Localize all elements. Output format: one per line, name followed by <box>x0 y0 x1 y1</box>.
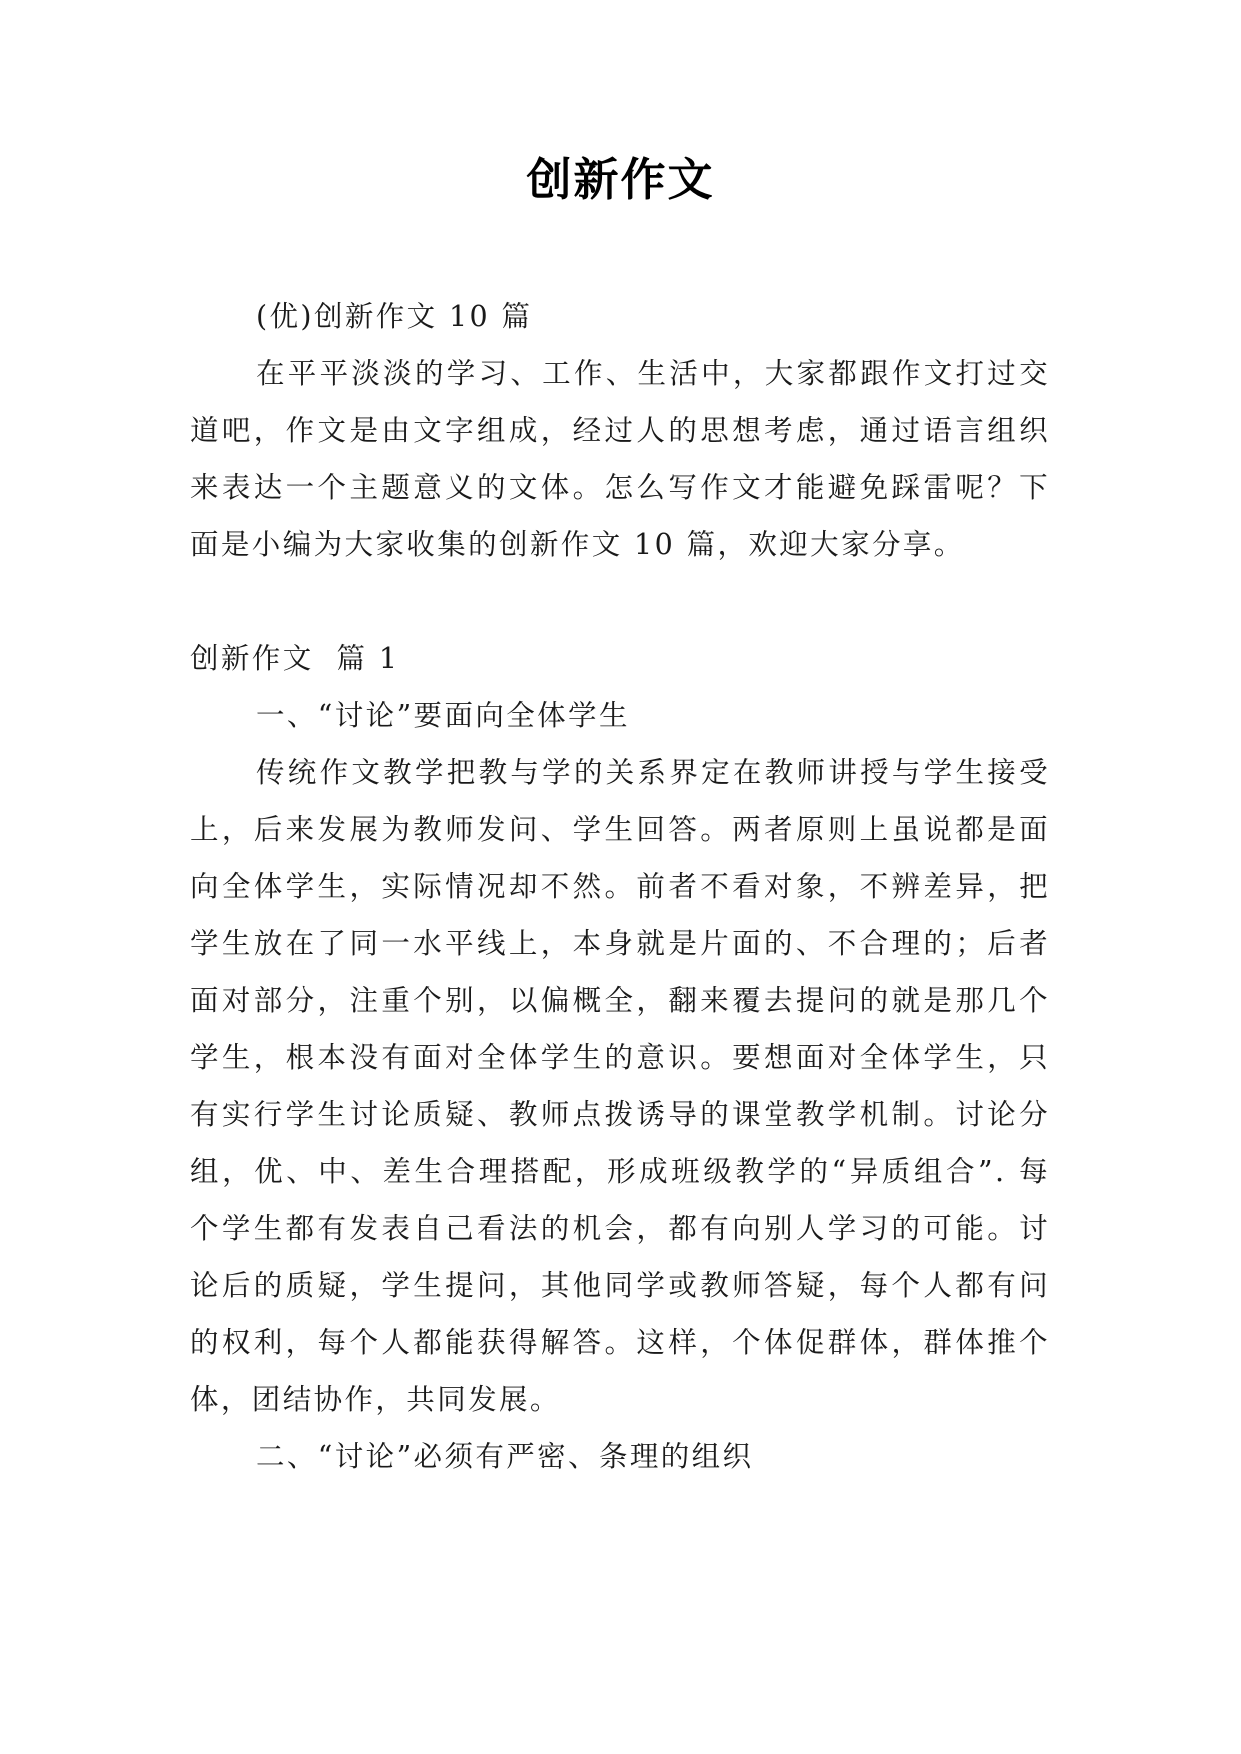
document-title: 创新作文 <box>526 153 715 206</box>
paragraph-gap <box>190 573 1050 630</box>
section-heading: 创新作文 篇 1 <box>190 642 400 675</box>
subtitle: (优)创新作文 10 篇 <box>256 300 533 333</box>
point1-paragraph: 传统作文教学把教与学的关系界定在教师讲授与学生接受上，后来发展为教师发问、学生回答。两者原则上虽说都是面向全体学生，实际情况却不然。前者不看对象，不辨差异，把学生放在了同一水平线上，本身就是片面的、不合理的；后者面对部分，注重个别，以偏概全，翻来覆去提问的就是那几个学生，根本没有面对全体学生的意识。要想面对全体学生，只有实行学生讨论质疑、教师点拨诱导的课堂教学机制。讨论分组，优、中、差生合理搭配，形成班级教学的“异质组合”. 每个学生都有发表自己看法的机会，都有向别人学习的可能。讨论后的质疑，学生提问，其他同学或教师答疑，每个人都有问的权利，每个人都能获得解答。这样，个体促群体，群体推个体，团结协作，共同发展。 <box>190 756 1050 1416</box>
point2-heading: 二、“讨论”必须有严密、条理的组织 <box>256 1440 754 1473</box>
document-body <box>190 288 1050 1485</box>
intro-paragraph: 在平平淡淡的学习、工作、生活中，大家都跟作文打过交道吧，作文是由文字组成，经过人的思想考虑，通过语言组织来表达一个主题意义的文体。怎么写作文才能避免踩雷呢？下面是小编为大家收集的创新作文 10 篇，欢迎大家分享。 <box>190 357 1050 561</box>
point1-heading: 一、“讨论”要面向全体学生 <box>256 699 630 732</box>
